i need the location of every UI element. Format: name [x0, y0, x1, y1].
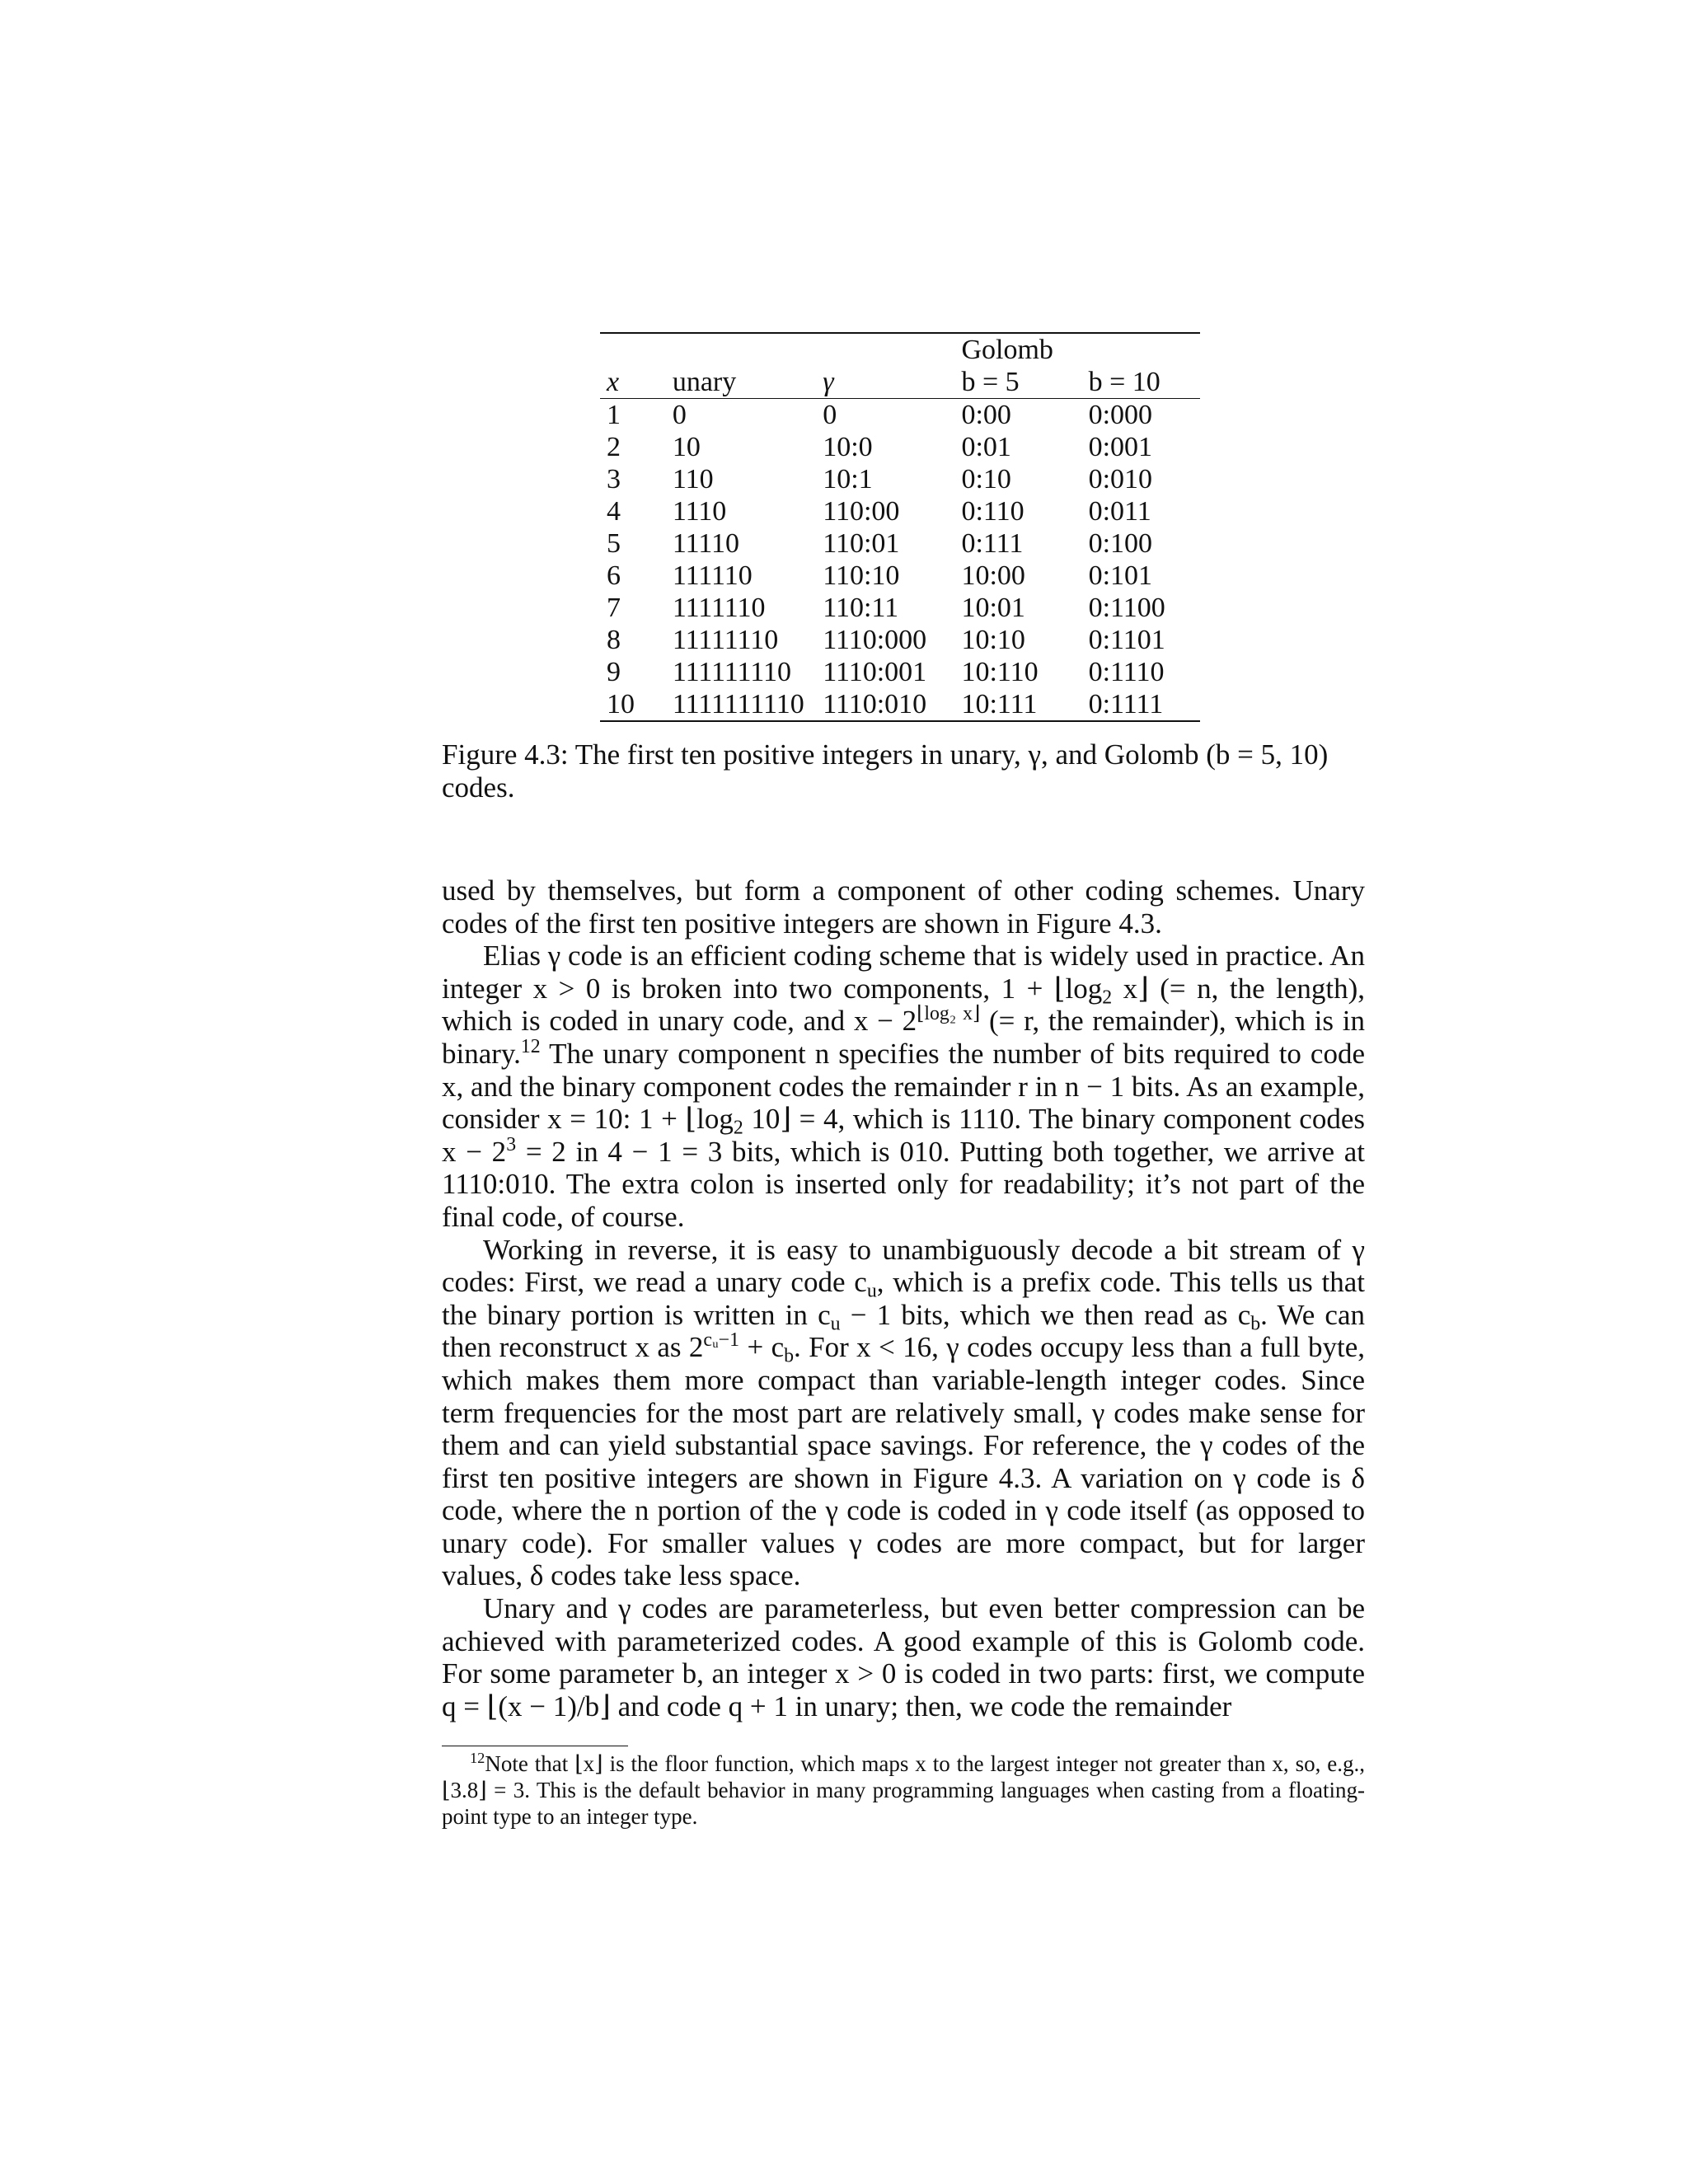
cell-x: 7	[607, 593, 621, 623]
cell-x: 6	[607, 560, 621, 591]
cell-golomb-b10: 0:011	[1088, 496, 1151, 527]
cell-gamma: 110:00	[823, 496, 900, 527]
cell-x: 9	[607, 657, 621, 687]
cell-x: 1	[607, 400, 621, 430]
cell-x: 3	[607, 464, 621, 494]
cell-golomb-b10: 0:101	[1088, 560, 1153, 591]
cell-x: 8	[607, 625, 621, 655]
cell-unary: 0	[672, 400, 687, 430]
cell-golomb-b5: 10:110	[961, 657, 1039, 687]
cell-unary: 1111110	[672, 593, 766, 623]
table-header-row	[600, 366, 1200, 399]
body-text	[442, 874, 1365, 1722]
table-group-header-row	[600, 333, 1200, 366]
cell-x: 5	[607, 528, 621, 559]
cell-golomb-b5: 10:00	[961, 560, 1025, 591]
cell-golomb-b10: 0:001	[1088, 432, 1153, 462]
cell-golomb-b10: 0:100	[1088, 528, 1153, 559]
cell-golomb-b5: 0:10	[961, 464, 1011, 494]
cell-golomb-b5: 0:111	[961, 528, 1024, 559]
cell-golomb-b5: 0:00	[961, 400, 1011, 430]
paragraph-golomb: Unary and γ codes are parameterless, but even better compression can be achieved with parameterized codes. A good example of this is Golomb code. For some parameter b, an integer x > 0 is coded in two parts: first, we compute q = ⌊(x − 1)/b⌋ and code q + 1 in unary; then, we code the remainder	[442, 1592, 1365, 1722]
table-row	[600, 431, 1200, 463]
table-row	[600, 624, 1200, 656]
header-golomb-b10: b = 10	[1082, 366, 1200, 399]
cell-golomb-b10: 0:1101	[1088, 625, 1165, 655]
cell-unary: 111111110	[672, 657, 791, 687]
paragraph-decoding: Working in reverse, it is easy to unambiguously decode a bit stream of γ codes: First, we read a unary code $c_u$, which is a prefix code. This tells us that the binary portion is written in $c_u - 1$ bits, which we then read as $c_b$. We can then reconstruct x as $2^{cᵤ-1} + c_b$. For x < 16, γ codes occupy less than a full byte, which makes them more compact than variable-length integer codes. Since term frequencies for the most part are relatively small, γ codes make sense for them and can yield substantial space savings. For reference, the γ codes of the first ten positive integers are shown in Figure 4.3. A variation on γ code is δ code, where the n portion of the γ code is coded in γ code itself (as opposed to unary code). For smaller values γ codes are more compact, but for larger values, δ codes take less space.	[442, 1233, 1366, 1592]
cell-golomb-b10: 0:1100	[1088, 593, 1165, 623]
cell-gamma: 110:01	[823, 528, 900, 559]
cell-gamma: 110:10	[823, 560, 900, 591]
golomb-group-header: Golomb	[954, 333, 1081, 366]
cell-unary: 1110	[672, 496, 727, 527]
table-row	[600, 495, 1200, 527]
footnote-reference[interactable]: 12	[520, 1035, 541, 1057]
cell-unary: 11110	[672, 528, 740, 559]
codes-table	[600, 332, 1200, 722]
cell-gamma: 110:11	[823, 593, 899, 623]
cell-unary: 111110	[672, 560, 753, 591]
cell-unary: 11111110	[672, 625, 779, 655]
cell-unary: 110	[672, 464, 714, 494]
table-row	[600, 592, 1200, 624]
footnote	[442, 1750, 1365, 1830]
cell-unary: 10	[672, 432, 701, 462]
cell-gamma: 10:1	[823, 464, 873, 494]
table-row	[600, 527, 1200, 560]
footnote-text: Note that ⌊x⌋ is the floor function, which maps x to the largest integer not greater than x, so, e.g., ⌊3.8⌋ = 3. This is the default behavior in many programming languages when casting from a floating-point type to an integer type.	[442, 1751, 1365, 1829]
cell-gamma: 1110:010	[816, 688, 954, 721]
cell-x: 2	[607, 432, 621, 462]
table-body	[600, 399, 1200, 722]
footnote-mark: 12	[470, 1749, 485, 1766]
cell-golomb-b10: 0:010	[1088, 464, 1153, 494]
header-x: x	[600, 366, 666, 399]
header-golomb-b5: b = 5	[954, 366, 1081, 399]
cell-golomb-b10: 0:1111	[1082, 688, 1200, 721]
table-row	[600, 560, 1200, 592]
cell-gamma: 0	[823, 400, 837, 430]
cell-golomb-b5: 10:01	[961, 593, 1025, 623]
cell-x: 10	[600, 688, 666, 721]
cell-golomb-b5: 10:10	[961, 625, 1025, 655]
cell-golomb-b10: 0:000	[1088, 400, 1153, 430]
paragraph-continuation: used by themselves, but form a component of other coding schemes. Unary codes of the first ten positive integers are shown in Figure 4.3.	[442, 874, 1365, 940]
table-row	[600, 463, 1200, 495]
figure-caption: Figure 4.3: The first ten positive integers in unary, γ, and Golomb (b = 5, 10) codes.	[442, 738, 1329, 804]
header-unary: unary	[666, 366, 816, 399]
cell-golomb-b10: 0:1110	[1088, 657, 1165, 687]
cell-golomb-b5: 0:110	[961, 496, 1025, 527]
table-row	[600, 399, 1200, 432]
cell-x: 4	[607, 496, 621, 527]
cell-golomb-b5: 0:01	[961, 432, 1011, 462]
cell-gamma: 1110:000	[823, 625, 927, 655]
cell-unary: 1111111110	[666, 688, 816, 721]
cell-golomb-b5: 10:111	[954, 688, 1081, 721]
table-row	[600, 688, 1200, 721]
cell-gamma: 1110:001	[823, 657, 927, 687]
table-row	[600, 656, 1200, 688]
header-gamma: γ	[816, 366, 954, 399]
cell-gamma: 10:0	[823, 432, 873, 462]
paragraph-elias-gamma: Elias γ code is an efficient coding scheme that is widely used in practice. An integer x > 0 is broken into two components, $1 + ⌊\log_2$ x⌋ (= n, the length), which is coded in unary code, and $x - 2^{⌊log_2 x⌋}$ (= r, the remainder), which is in binary.$^{12}$ The unary component n specifies the number of bits required to code x, and the binary component codes the remainder r in n − 1 bits. As an example, consider x = 10: $1 + ⌊\log_2$ 10⌋ = 4, which is 1110. The binary component codes $x - 2^3 = 2$ in 4 − 1 = 3 bits, which is 010. Putting both together, we arrive at 1110:010. The extra colon is inserted only for readability; it’s not part of the final code, of course.	[442, 940, 1365, 1233]
